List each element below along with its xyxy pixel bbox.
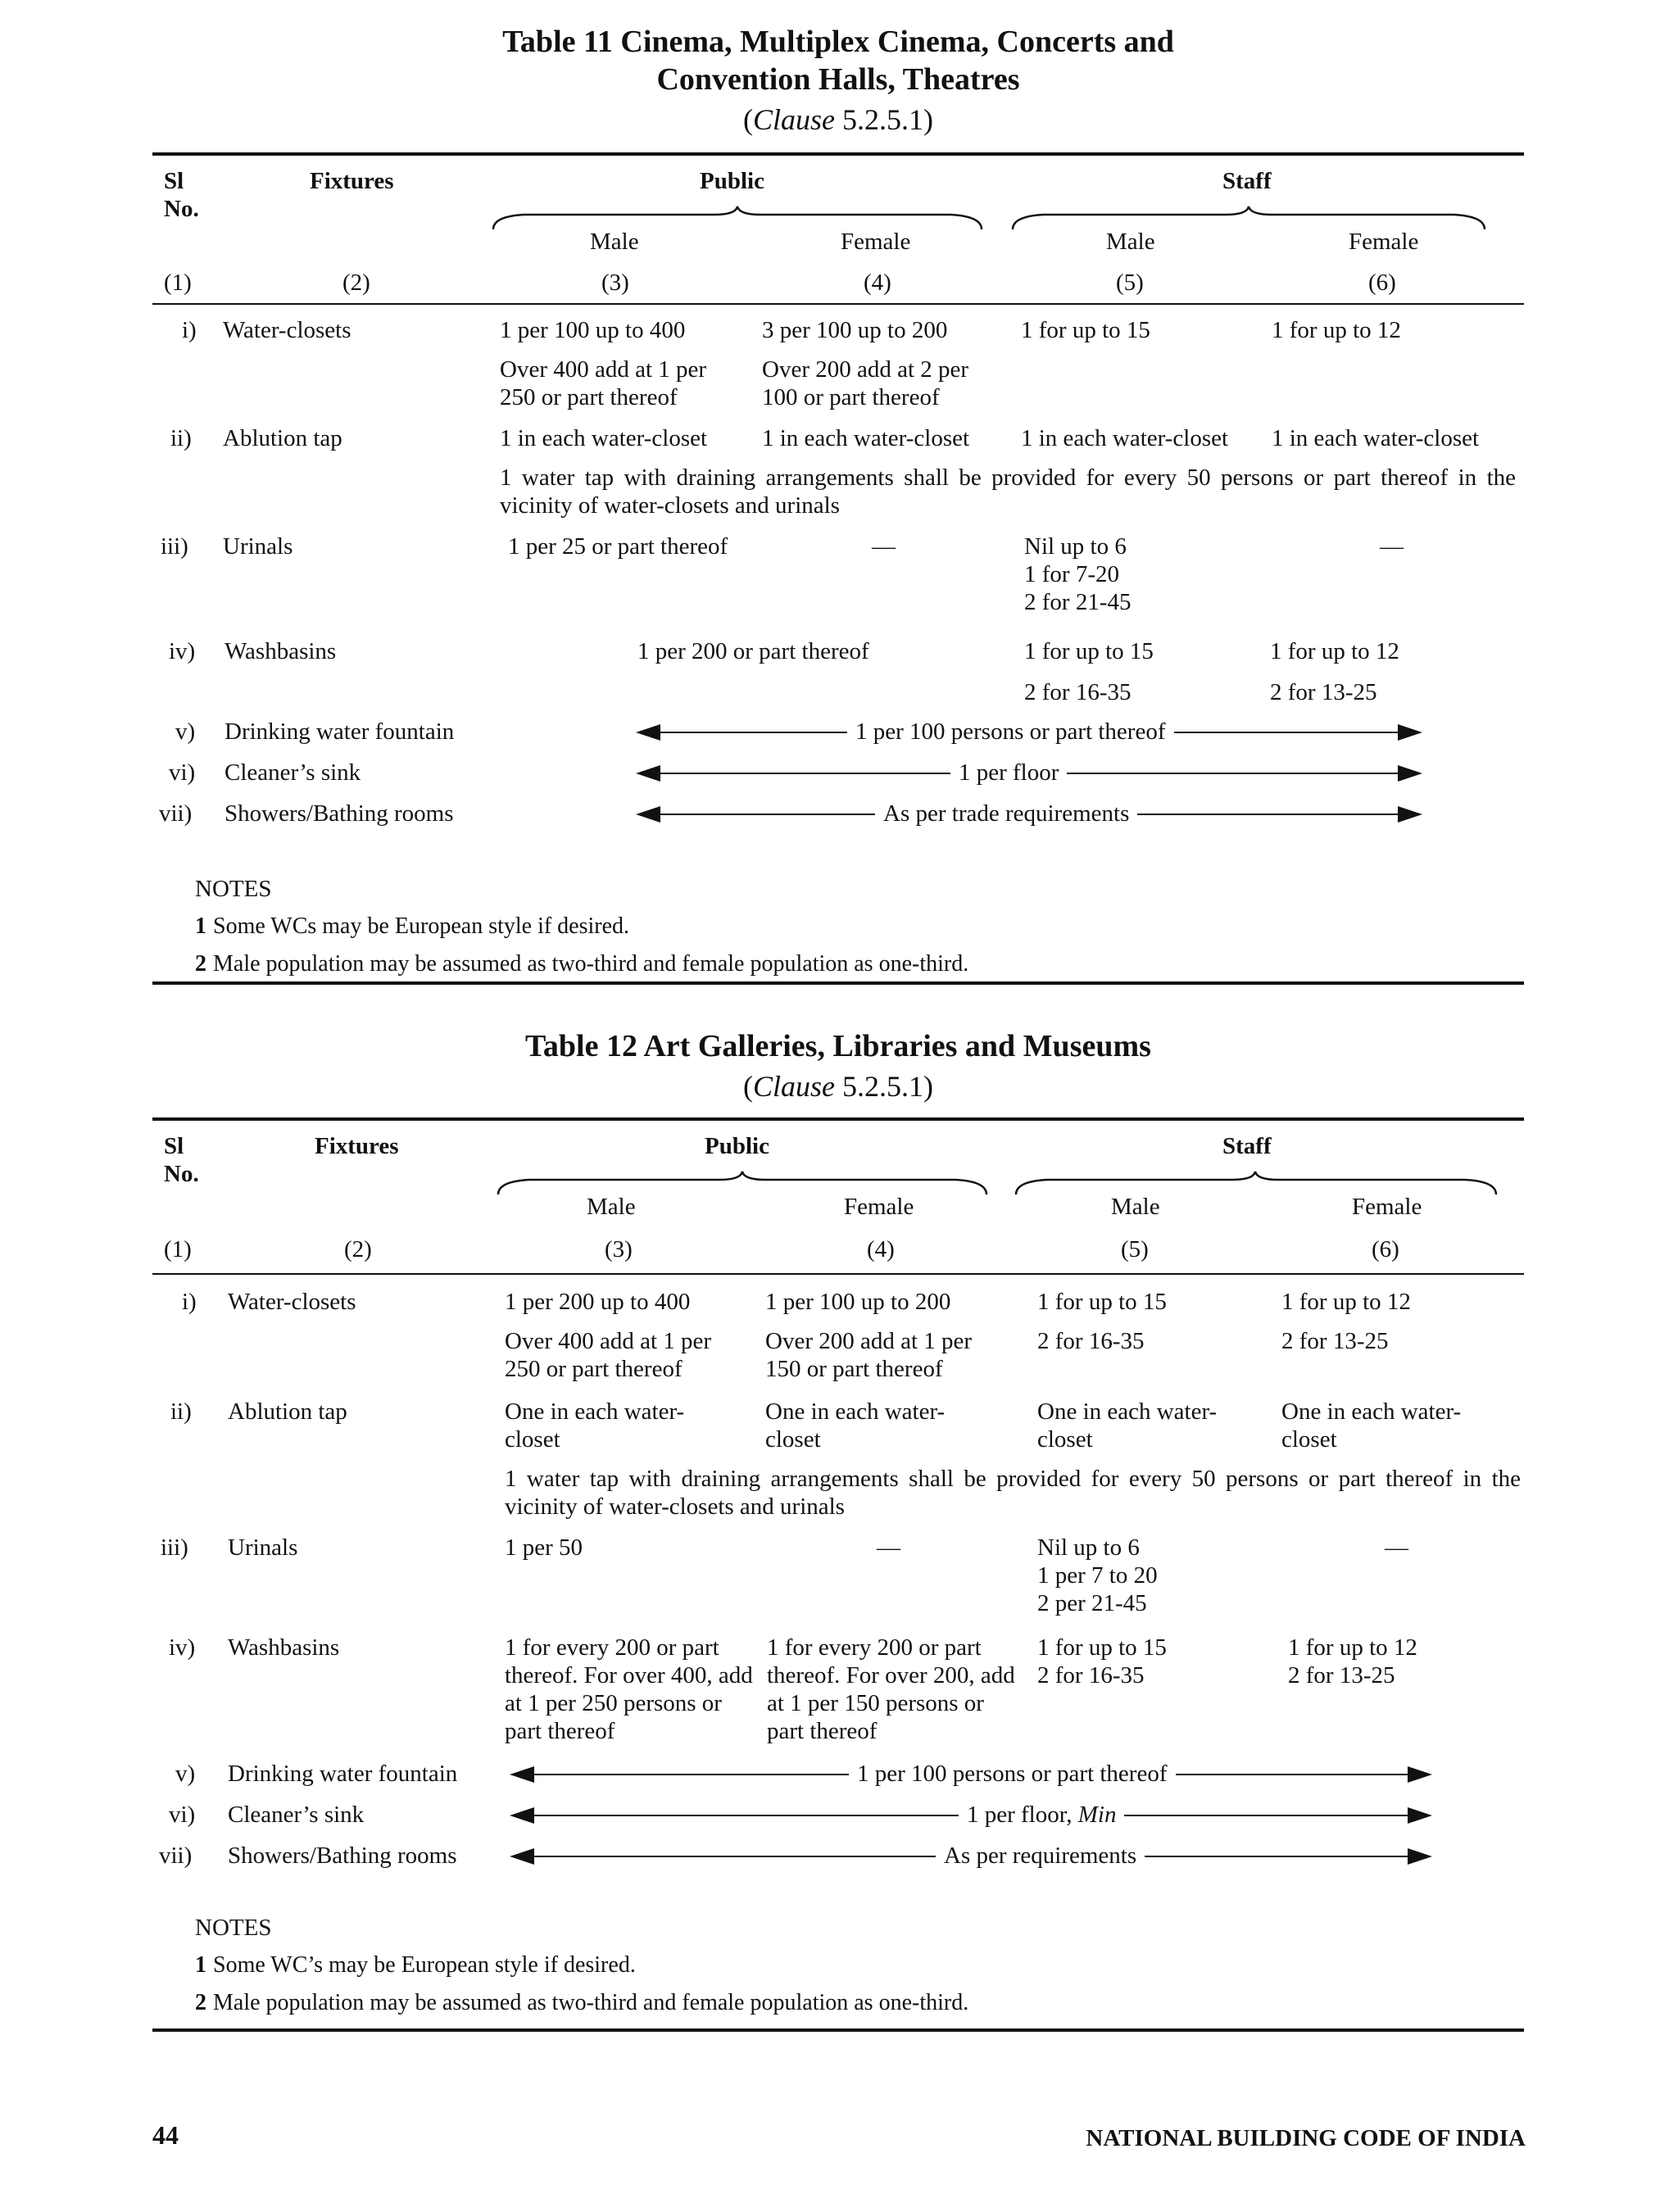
cell: 1 for every 200 or part thereof. For over 400, add at 1 per 250 persons or part thereof [505, 1634, 753, 1744]
notes-heading: NOTES [195, 876, 272, 902]
spanning-note: 1 water tap with draining arrangements shall be provided for every 50 persons or part thereof in the vicinity of water-closets and urinals [505, 1466, 1521, 1520]
public-brace [497, 1170, 988, 1199]
header-fixtures: Fixtures [310, 168, 394, 194]
cell: 1 per 200 up to 400 [505, 1289, 691, 1315]
cell: 1 for up to 12 [1288, 1634, 1417, 1661]
cell: 1 per 200 or part thereof [637, 638, 869, 664]
table-top-rule [152, 1117, 1524, 1121]
row-fixture: Cleaner’s sink [228, 1802, 365, 1828]
table-12-title: Table 12 Art Galleries, Libraries and Museums [525, 1029, 1151, 1063]
note-1 [195, 1951, 636, 1979]
clause-word: Clause [752, 1070, 835, 1103]
header-rule [152, 1273, 1524, 1275]
note-text: Some WC’s may be European style if desired. [213, 1952, 636, 1978]
table-11-title-line2: Convention Halls, Theatres [656, 62, 1020, 97]
row-sl: vi) [169, 1802, 196, 1828]
cell: — [1380, 533, 1404, 560]
col-num-2: (2) [342, 270, 370, 296]
span-label [959, 1801, 1124, 1829]
header-staff-female: Female [1349, 229, 1419, 255]
cell: 1 for up to 15 [1037, 1289, 1167, 1315]
note-text: Male population may be assumed as two-third and female population as one-third. [213, 951, 969, 977]
cell: 1 per 7 to 20 [1037, 1562, 1158, 1589]
header-public-male: Male [587, 1194, 636, 1220]
cell: 1 in each water-closet [500, 425, 708, 451]
note-1 [195, 913, 629, 941]
arrow-left-icon [636, 765, 660, 782]
span-arrow [510, 1760, 1432, 1788]
cell: 1 for up to 12 [1270, 638, 1399, 664]
row-sl: iv) [169, 638, 196, 664]
span-arrow [636, 759, 1422, 786]
arrow-right-icon [1398, 806, 1422, 823]
row-sl: ii) [170, 425, 192, 451]
cell: 1 in each water-closet [1272, 425, 1480, 451]
arrow-right-icon [1398, 724, 1422, 741]
cell: 2 for 13-25 [1281, 1328, 1389, 1354]
cell: 1 for up to 15 [1021, 317, 1150, 343]
arrow-right-icon [1408, 1766, 1432, 1783]
table-11-title-line1: Table 11 Cinema, Multiplex Cinema, Concerts and [502, 25, 1174, 59]
cell: 2 for 13-25 [1270, 679, 1377, 705]
cell: Nil up to 6 [1037, 1534, 1140, 1561]
table-11 [152, 23, 1524, 990]
col-num-1: (1) [164, 270, 192, 296]
col-num-2: (2) [344, 1236, 372, 1262]
header-staff-female: Female [1352, 1194, 1422, 1220]
table-11-title [152, 23, 1524, 98]
cell: Over 400 add at 1 per 250 or part thereof [500, 356, 707, 410]
cell: One in each water-closet [1281, 1398, 1462, 1453]
cell: Over 400 add at 1 per 250 or part thereof [505, 1328, 712, 1382]
col-num-5: (5) [1116, 270, 1144, 296]
table-bottom-rule [152, 2028, 1524, 2032]
row-sl: vi) [169, 759, 196, 786]
cell: 2 for 16-35 [1037, 1328, 1145, 1354]
note-text: Some WCs may be European style if desired. [213, 913, 630, 939]
arrow-left-icon [510, 1807, 534, 1824]
header-staff-male: Male [1111, 1194, 1160, 1220]
row-fixture: Water-closets [228, 1289, 356, 1315]
col-num-4: (4) [867, 1236, 895, 1262]
row-fixture: Showers/Bathing rooms [228, 1843, 457, 1869]
note-2 [195, 950, 968, 978]
cell: 2 for 21-45 [1024, 589, 1132, 615]
note-2 [195, 1989, 968, 2017]
row-sl: v) [175, 1761, 196, 1787]
header-public: Public [705, 1133, 769, 1159]
row-fixture: Water-closets [223, 317, 351, 343]
arrow-right-icon [1398, 765, 1422, 782]
span-label-suffix: Min [1077, 1802, 1117, 1828]
header-public-male: Male [590, 229, 639, 255]
cell: 2 per 21-45 [1037, 1590, 1147, 1616]
cell: — [877, 1534, 900, 1561]
row-fixture: Showers/Bathing rooms [224, 800, 454, 827]
span-label: 1 per 100 persons or part thereof [847, 718, 1174, 746]
header-public: Public [700, 168, 764, 194]
arrow-left-icon [510, 1848, 534, 1865]
note-number: 1 [195, 913, 206, 939]
cell: One in each water-closet [765, 1398, 946, 1453]
table-12-clause: (Clause 5.2.5.1) [742, 1070, 933, 1103]
row-fixture: Urinals [223, 533, 293, 560]
header-no: No. [164, 196, 199, 222]
row-sl: v) [175, 718, 196, 745]
span-arrow [510, 1801, 1432, 1829]
cell: One in each water-closet [505, 1398, 685, 1453]
cell: Nil up to 6 [1024, 533, 1127, 560]
col-num-5: (5) [1121, 1236, 1149, 1262]
cell: 3 per 100 up to 200 [762, 317, 948, 343]
note-number: 2 [195, 1990, 206, 2015]
header-sl: Sl [164, 168, 184, 194]
header-fixtures: Fixtures [315, 1133, 399, 1159]
span-arrow [510, 1842, 1432, 1870]
span-label: 1 per floor [950, 759, 1067, 786]
cell: 1 for up to 12 [1281, 1289, 1411, 1315]
span-arrow [636, 800, 1422, 827]
header-public-female: Female [841, 229, 911, 255]
cell: 1 in each water-closet [1021, 425, 1229, 451]
clause-number: 5.2.5.1 [842, 103, 923, 136]
cell: 1 for 7-20 [1024, 561, 1119, 587]
header-sl: Sl [164, 1133, 184, 1159]
row-fixture: Washbasins [228, 1634, 340, 1661]
header-staff-male: Male [1106, 229, 1155, 255]
cell: 2 for 13-25 [1288, 1662, 1395, 1688]
cell: One in each water-closet [1037, 1398, 1218, 1453]
span-arrow [636, 718, 1422, 746]
header-public-female: Female [844, 1194, 914, 1220]
cell: 2 for 16-35 [1024, 679, 1132, 705]
cell: — [872, 533, 896, 560]
arrow-left-icon [636, 806, 660, 823]
header-staff: Staff [1222, 168, 1272, 194]
cell: 1 per 100 up to 400 [500, 317, 686, 343]
notes-heading: NOTES [195, 1915, 272, 1941]
row-fixture: Urinals [228, 1534, 298, 1561]
staff-brace [1014, 1170, 1498, 1199]
col-num-6: (6) [1368, 270, 1396, 296]
cell: Over 200 add at 1 per 150 or part thereof [765, 1328, 973, 1382]
row-fixture: Drinking water fountain [224, 718, 455, 745]
col-num-4: (4) [864, 270, 891, 296]
cell: 1 for up to 15 [1037, 1634, 1167, 1661]
cell: 1 per 50 [505, 1534, 583, 1561]
page-number: 44 [152, 2120, 179, 2150]
table-top-rule [152, 152, 1524, 156]
note-text: Male population may be assumed as two-third and female population as one-third. [213, 1990, 969, 2015]
row-fixture: Ablution tap [223, 425, 342, 451]
cell: 2 for 16-35 [1037, 1662, 1145, 1688]
span-label: 1 per 100 persons or part thereof [849, 1760, 1176, 1788]
col-num-6: (6) [1372, 1236, 1399, 1262]
row-sl: iii) [161, 1534, 188, 1561]
header-rule [152, 303, 1524, 305]
cell: 1 per 100 up to 200 [765, 1289, 951, 1315]
span-label: As per requirements [936, 1842, 1145, 1870]
publication-title: NATIONAL BUILDING CODE OF INDIA [1086, 2125, 1526, 2151]
arrow-right-icon [1408, 1807, 1432, 1824]
cell: Over 200 add at 2 per 100 or part thereof [762, 356, 969, 410]
table-12 [152, 1027, 1524, 2043]
row-fixture: Ablution tap [228, 1398, 347, 1425]
row-sl: iv) [169, 1634, 196, 1661]
span-label: As per trade requirements [875, 800, 1137, 827]
col-num-1: (1) [164, 1236, 192, 1262]
col-num-3: (3) [605, 1236, 633, 1262]
arrow-right-icon [1408, 1848, 1432, 1865]
clause-number: 5.2.5.1 [842, 1070, 923, 1103]
row-fixture: Washbasins [224, 638, 337, 664]
cell: 1 for up to 12 [1272, 317, 1401, 343]
header-staff: Staff [1222, 1133, 1272, 1159]
cell: 1 for up to 15 [1024, 638, 1154, 664]
row-sl: iii) [161, 533, 188, 560]
note-number: 1 [195, 1952, 206, 1978]
col-num-3: (3) [601, 270, 629, 296]
cell: — [1385, 1534, 1408, 1561]
note-number: 2 [195, 951, 206, 977]
row-sl: ii) [170, 1398, 192, 1425]
table-11-clause: (Clause 5.2.5.1) [742, 103, 933, 136]
row-fixture: Drinking water fountain [228, 1761, 458, 1787]
cell: 1 per 25 or part thereof [508, 533, 728, 560]
cell: 1 in each water-closet [762, 425, 970, 451]
span-label-text: 1 per floor, [967, 1802, 1073, 1828]
row-fixture: Cleaner’s sink [224, 759, 361, 786]
header-no: No. [164, 1161, 199, 1187]
cell: 1 for every 200 or part thereof. For over 200, add at 1 per 150 persons or part thereof [767, 1634, 1015, 1744]
table-bottom-rule [152, 981, 1524, 985]
row-sl: i) [182, 317, 197, 343]
arrow-left-icon [636, 724, 660, 741]
clause-word: Clause [752, 103, 835, 136]
row-sl: i) [182, 1289, 197, 1315]
row-sl: vii) [159, 800, 193, 827]
arrow-left-icon [510, 1766, 534, 1783]
spanning-note: 1 water tap with draining arrangements shall be provided for every 50 persons or part thereof in the vicinity of water-closets and urinals [500, 465, 1516, 519]
row-sl: vii) [159, 1843, 193, 1869]
